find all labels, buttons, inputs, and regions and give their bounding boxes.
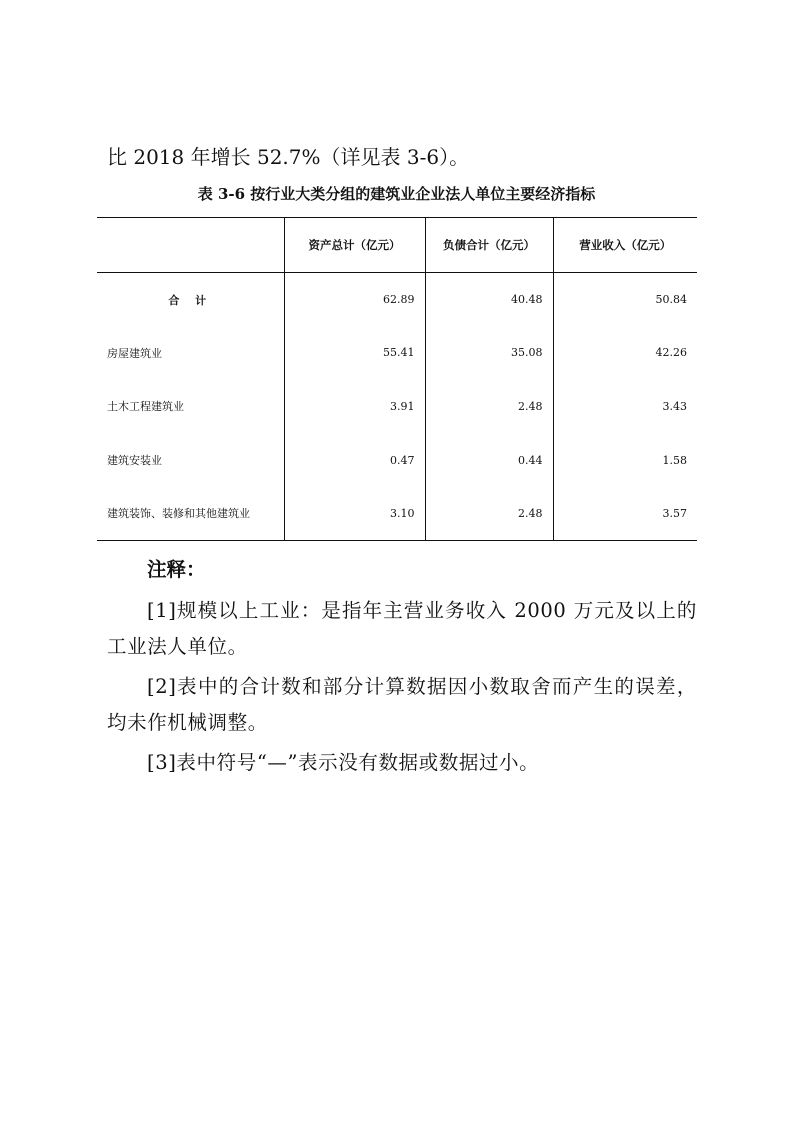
table-row [97,326,697,380]
table-header-row [97,218,697,273]
table-row [97,433,697,487]
header-revenue: 营业收入（亿元） [553,218,697,273]
cell-liabilities: 2.48 [425,487,553,541]
notes-heading: 注释： [147,558,206,581]
cell-revenue: 1.58 [553,433,697,487]
cell-liabilities: 35.08 [425,326,553,380]
cell-revenue: 3.43 [553,380,697,434]
cell-liabilities: 40.48 [425,273,553,327]
cell-revenue: 50.84 [553,273,697,327]
cell-assets: 55.41 [284,326,425,380]
notes-section [107,552,697,784]
header-liabilities: 负债合计（亿元） [425,218,553,273]
row-label: 建筑安装业 [107,454,162,468]
row-label: 房屋建筑业 [107,346,162,360]
row-label: 合 计 [168,293,213,307]
row-label: 土木工程建筑业 [107,400,184,414]
cell-assets: 0.47 [284,433,425,487]
note-item: [2]表中的合计数和部分计算数据因小数取舍而产生的误差，均未作机械调整。 [107,674,697,734]
note-item: [3]表中符号“—”表示没有数据或数据过小。 [147,750,540,774]
cell-assets: 3.10 [284,487,425,541]
cell-assets: 62.89 [284,273,425,327]
row-label: 建筑装饰、装修和其他建筑业 [97,487,284,541]
cell-revenue: 42.26 [553,326,697,380]
cell-liabilities: 0.44 [425,433,553,487]
cell-revenue: 3.57 [553,487,697,541]
cell-assets: 3.91 [284,380,425,434]
cell-liabilities: 2.48 [425,380,553,434]
intro-paragraph: 比 2018 年增长 52.7%（详见表 3-6）。 [107,145,470,169]
header-industry [97,218,284,273]
indicator-table [97,217,697,541]
note-item: [1]规模以上工业：是指年主营业务收入 2000 万元及以上的工业法人单位。 [107,598,697,658]
table-row [97,487,697,541]
table-title: 表 3-6 按行业大类分组的建筑业企业法人单位主要经济指标 [197,185,596,203]
table-row-total [97,273,697,327]
table-row [97,380,697,434]
header-assets: 资产总计（亿元） [284,218,425,273]
